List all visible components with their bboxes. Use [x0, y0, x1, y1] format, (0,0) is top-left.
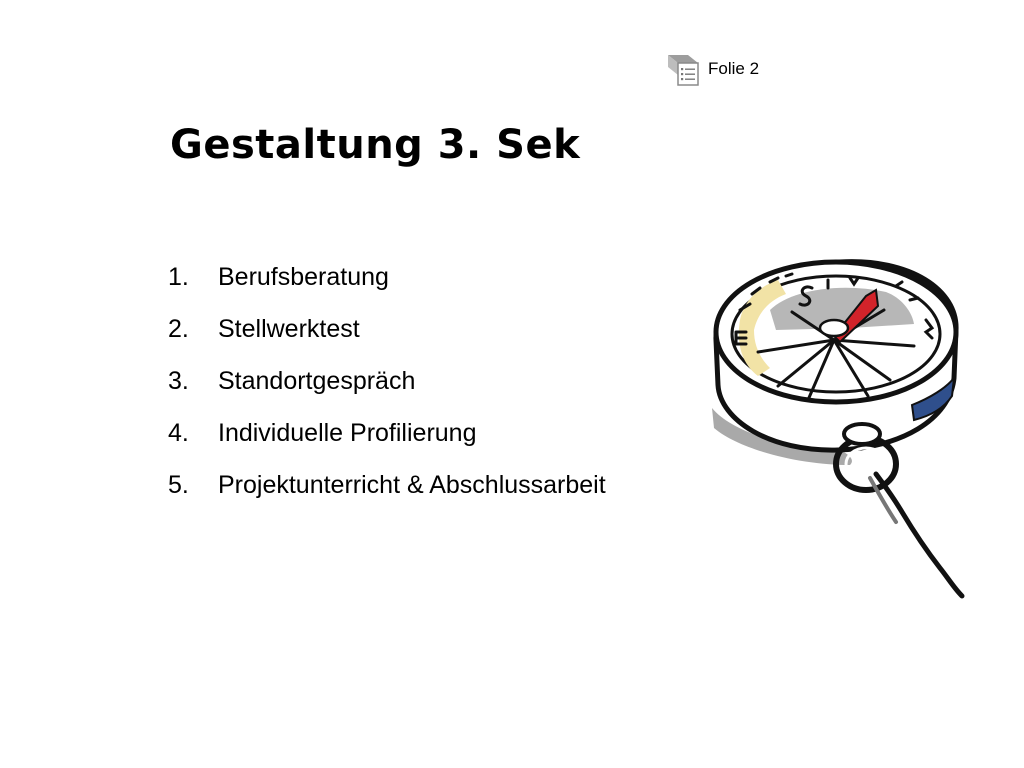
slide-title: Gestaltung 3. Sek: [170, 122, 581, 168]
slide-document-icon: [666, 53, 700, 87]
list-item: [168, 360, 606, 412]
list-item-number: 2.: [168, 315, 189, 343]
slide-number-label: Folie 2: [708, 59, 760, 78]
list-item: [168, 256, 606, 308]
slide-indicator: [666, 52, 759, 88]
list-item-label: Projektunterricht & Abschlussarbeit: [218, 471, 606, 499]
list-item: [168, 308, 606, 360]
list-item-number: 4.: [168, 419, 189, 447]
list-item-number: 3.: [168, 367, 189, 395]
list-item-number: 1.: [168, 263, 189, 291]
agenda-list: [168, 256, 606, 516]
list-item: [168, 464, 606, 516]
list-item-label: Individuelle Profilierung: [218, 419, 477, 447]
list-item-label: Berufsberatung: [218, 263, 389, 291]
list-item-label: Standortgespräch: [218, 367, 416, 395]
list-item: [168, 412, 606, 464]
compass-icon: [700, 250, 990, 610]
list-item-label: Stellwerktest: [218, 315, 360, 343]
list-item-number: 5.: [168, 471, 189, 499]
